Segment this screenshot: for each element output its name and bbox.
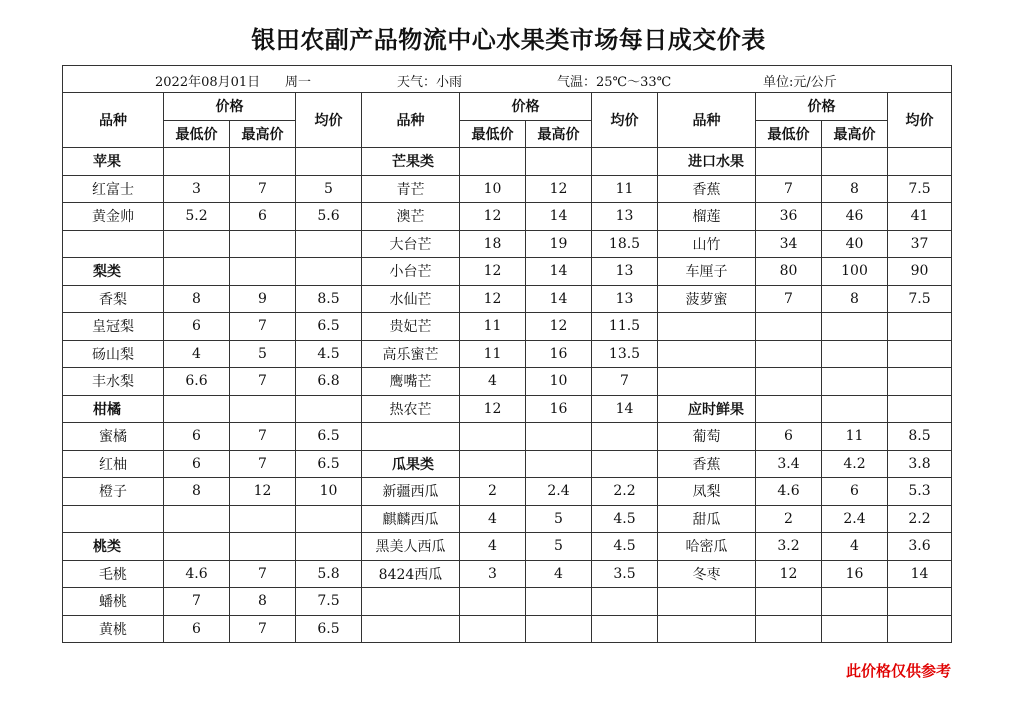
category-cell: 应时鲜果 [658,395,756,423]
min-price-cell [756,148,822,176]
min-price-cell: 4 [460,505,526,533]
variety-cell: 青芒 [362,175,460,203]
variety-cell: 黄桃 [63,615,164,643]
min-price-cell: 4 [460,368,526,396]
variety-cell [362,423,460,451]
avg-price-cell: 11 [592,175,658,203]
min-price-cell: 34 [756,230,822,258]
variety-cell: 蜜橘 [63,423,164,451]
avg-price-cell [296,395,362,423]
header-min: 最低价 [756,120,822,148]
table-row [63,505,952,533]
avg-price-cell: 7 [592,368,658,396]
variety-cell: 山竹 [658,230,756,258]
table-row [63,615,952,643]
max-price-cell: 7 [230,368,296,396]
min-price-cell: 12 [460,285,526,313]
variety-cell: 砀山梨 [63,340,164,368]
max-price-cell [822,148,888,176]
max-price-cell: 11 [822,423,888,451]
avg-price-cell [296,148,362,176]
min-price-cell: 4.6 [756,478,822,506]
min-price-cell: 5.2 [164,203,230,231]
max-price-cell [230,258,296,286]
variety-cell: 新疆西瓜 [362,478,460,506]
max-price-cell: 7 [230,560,296,588]
min-price-cell [756,340,822,368]
header-max: 最高价 [526,120,592,148]
avg-price-cell: 2.2 [592,478,658,506]
table-row [63,230,952,258]
max-price-cell [230,533,296,561]
header-avg: 均价 [296,93,362,148]
table-row [63,533,952,561]
max-price-cell: 5 [526,533,592,561]
avg-price-cell: 14 [888,560,952,588]
max-price-cell: 8 [230,588,296,616]
max-price-cell [526,148,592,176]
min-price-cell [460,588,526,616]
max-price-cell: 4.2 [822,450,888,478]
max-price-cell: 7 [230,313,296,341]
weekday-text: 周一 [285,75,312,90]
max-price-cell: 7 [230,615,296,643]
min-price-cell [164,258,230,286]
variety-cell [658,368,756,396]
max-price-cell [822,395,888,423]
min-price-cell [164,395,230,423]
avg-price-cell [888,340,952,368]
max-price-cell [822,368,888,396]
variety-cell: 凤梨 [658,478,756,506]
min-price-cell: 7 [756,285,822,313]
variety-cell [658,340,756,368]
variety-cell: 橙子 [63,478,164,506]
min-price-cell: 4 [164,340,230,368]
max-price-cell [230,505,296,533]
max-price-cell [230,395,296,423]
avg-price-cell: 10 [296,478,362,506]
max-price-cell [230,230,296,258]
header-avg: 均价 [888,93,952,148]
header-variety: 品种 [362,93,460,148]
avg-price-cell: 6.5 [296,423,362,451]
table-row [63,285,952,313]
max-price-cell: 19 [526,230,592,258]
category-cell: 柑橘 [63,395,164,423]
max-price-cell: 2.4 [822,505,888,533]
min-price-cell: 80 [756,258,822,286]
avg-price-cell: 3.6 [888,533,952,561]
avg-price-cell: 6.5 [296,450,362,478]
price-table [62,65,952,643]
min-price-cell: 2 [460,478,526,506]
min-price-cell [756,588,822,616]
max-price-cell: 5 [230,340,296,368]
min-price-cell [164,533,230,561]
page-title: 银田农副产品物流中心水果类市场每日成交价表 [251,26,766,54]
min-price-cell: 11 [460,340,526,368]
avg-price-cell: 7.5 [296,588,362,616]
min-price-cell: 6.6 [164,368,230,396]
variety-cell: 车厘子 [658,258,756,286]
avg-price-cell [296,505,362,533]
max-price-cell [230,148,296,176]
min-price-cell: 2 [756,505,822,533]
min-price-cell [756,395,822,423]
table-row [63,560,952,588]
max-price-cell [526,588,592,616]
max-price-cell: 6 [822,478,888,506]
max-price-cell: 16 [526,395,592,423]
variety-cell: 冬枣 [658,560,756,588]
variety-cell [63,505,164,533]
avg-price-cell [888,368,952,396]
avg-price-cell: 13 [592,203,658,231]
header-max: 最高价 [230,120,296,148]
header-variety: 品种 [63,93,164,148]
table-body [63,148,952,643]
min-price-cell: 8 [164,285,230,313]
max-price-cell: 14 [526,285,592,313]
avg-price-cell: 14 [592,395,658,423]
variety-cell: 鹰嘴芒 [362,368,460,396]
max-price-cell: 8 [822,175,888,203]
max-price-cell: 8 [822,285,888,313]
variety-cell [362,615,460,643]
variety-cell: 葡萄 [658,423,756,451]
variety-cell: 香蕉 [658,175,756,203]
avg-price-cell: 4.5 [592,505,658,533]
avg-price-cell: 90 [888,258,952,286]
variety-cell: 水仙芒 [362,285,460,313]
variety-cell: 丰水梨 [63,368,164,396]
avg-price-cell [592,615,658,643]
category-cell: 芒果类 [362,148,460,176]
variety-cell: 香蕉 [658,450,756,478]
avg-price-cell: 13.5 [592,340,658,368]
temperature-text: 气温：25℃～33℃ [557,75,672,90]
min-price-cell: 18 [460,230,526,258]
min-price-cell [756,313,822,341]
variety-cell: 蟠桃 [63,588,164,616]
avg-price-cell: 11.5 [592,313,658,341]
info-row [63,66,952,93]
variety-cell: 澳芒 [362,203,460,231]
avg-price-cell [888,148,952,176]
table-row [63,313,952,341]
min-price-cell [460,615,526,643]
max-price-cell [526,615,592,643]
min-price-cell: 7 [164,588,230,616]
avg-price-cell [592,450,658,478]
max-price-cell: 40 [822,230,888,258]
max-price-cell [822,588,888,616]
avg-price-cell [592,588,658,616]
avg-price-cell: 4.5 [296,340,362,368]
weather-text: 天气：小雨 [397,75,463,90]
avg-price-cell: 3.8 [888,450,952,478]
min-price-cell: 3.4 [756,450,822,478]
avg-price-cell: 4.5 [592,533,658,561]
avg-price-cell: 8.5 [296,285,362,313]
avg-price-cell [296,533,362,561]
table-row [63,203,952,231]
max-price-cell: 14 [526,203,592,231]
max-price-cell [526,423,592,451]
avg-price-cell: 37 [888,230,952,258]
category-cell: 进口水果 [658,148,756,176]
min-price-cell: 3 [460,560,526,588]
header-min: 最低价 [164,120,230,148]
min-price-cell [164,505,230,533]
max-price-cell: 100 [822,258,888,286]
header-price: 价格 [460,93,592,121]
avg-price-cell: 7.5 [888,175,952,203]
avg-price-cell: 6.5 [296,615,362,643]
max-price-cell: 7 [230,423,296,451]
min-price-cell: 8 [164,478,230,506]
avg-price-cell: 2.2 [888,505,952,533]
variety-cell: 高乐蜜芒 [362,340,460,368]
header-max: 最高价 [822,120,888,148]
min-price-cell: 12 [460,203,526,231]
table-row [63,175,952,203]
max-price-cell [822,615,888,643]
variety-cell: 香梨 [63,285,164,313]
max-price-cell [822,313,888,341]
max-price-cell: 10 [526,368,592,396]
max-price-cell: 7 [230,175,296,203]
avg-price-cell [592,148,658,176]
max-price-cell: 4 [526,560,592,588]
category-cell: 梨类 [63,258,164,286]
min-price-cell: 12 [460,258,526,286]
variety-cell: 甜瓜 [658,505,756,533]
table-row [63,588,952,616]
min-price-cell: 12 [460,395,526,423]
avg-price-cell: 18.5 [592,230,658,258]
max-price-cell: 16 [822,560,888,588]
avg-price-cell: 5.6 [296,203,362,231]
variety-cell: 毛桃 [63,560,164,588]
variety-cell: 热农芒 [362,395,460,423]
min-price-cell [756,615,822,643]
variety-cell: 麒麟西瓜 [362,505,460,533]
min-price-cell: 4.6 [164,560,230,588]
max-price-cell: 12 [526,175,592,203]
header-min: 最低价 [460,120,526,148]
min-price-cell: 10 [460,175,526,203]
avg-price-cell [888,395,952,423]
min-price-cell: 6 [756,423,822,451]
variety-cell [63,230,164,258]
min-price-cell [164,148,230,176]
table-row [63,395,952,423]
avg-price-cell: 5 [296,175,362,203]
avg-price-cell [296,258,362,286]
min-price-cell: 7 [756,175,822,203]
min-price-cell [756,368,822,396]
avg-price-cell: 6.5 [296,313,362,341]
table-row [63,368,952,396]
unit-text: 单位:元/公斤 [763,75,837,90]
min-price-cell: 36 [756,203,822,231]
variety-cell [658,615,756,643]
header-avg: 均价 [592,93,658,148]
variety-cell [658,313,756,341]
date-text: 2022年08月01日 [155,75,261,90]
disclaimer-note: 此价格仅供参考 [845,662,951,680]
category-cell: 苹果 [63,148,164,176]
avg-price-cell: 7.5 [888,285,952,313]
variety-cell: 哈密瓜 [658,533,756,561]
header-variety: 品种 [658,93,756,148]
max-price-cell: 16 [526,340,592,368]
variety-cell: 8424西瓜 [362,560,460,588]
min-price-cell: 3.2 [756,533,822,561]
max-price-cell: 9 [230,285,296,313]
max-price-cell: 46 [822,203,888,231]
variety-cell: 黄金帅 [63,203,164,231]
min-price-cell [164,230,230,258]
max-price-cell: 12 [526,313,592,341]
max-price-cell [526,450,592,478]
min-price-cell: 6 [164,313,230,341]
max-price-cell: 6 [230,203,296,231]
avg-price-cell: 41 [888,203,952,231]
min-price-cell: 6 [164,615,230,643]
min-price-cell: 4 [460,533,526,561]
min-price-cell: 3 [164,175,230,203]
category-cell: 瓜果类 [362,450,460,478]
min-price-cell [460,450,526,478]
header-row-1 [63,93,952,121]
min-price-cell: 6 [164,423,230,451]
header-price: 价格 [164,93,296,121]
header-price: 价格 [756,93,888,121]
max-price-cell: 4 [822,533,888,561]
variety-cell: 红柚 [63,450,164,478]
table-row [63,148,952,176]
variety-cell [658,588,756,616]
max-price-cell: 7 [230,450,296,478]
avg-price-cell: 6.8 [296,368,362,396]
avg-price-cell: 13 [592,258,658,286]
table-row [63,478,952,506]
variety-cell [362,588,460,616]
min-price-cell: 12 [756,560,822,588]
avg-price-cell: 5.3 [888,478,952,506]
category-cell: 桃类 [63,533,164,561]
variety-cell: 红富士 [63,175,164,203]
max-price-cell: 2.4 [526,478,592,506]
avg-price-cell [888,615,952,643]
table-row [63,340,952,368]
variety-cell: 皇冠梨 [63,313,164,341]
table-row [63,450,952,478]
min-price-cell: 11 [460,313,526,341]
max-price-cell: 14 [526,258,592,286]
variety-cell: 大台芒 [362,230,460,258]
avg-price-cell [888,588,952,616]
variety-cell: 菠萝蜜 [658,285,756,313]
avg-price-cell [592,423,658,451]
variety-cell: 黑美人西瓜 [362,533,460,561]
min-price-cell [460,148,526,176]
table-row [63,258,952,286]
avg-price-cell: 3.5 [592,560,658,588]
table-row [63,423,952,451]
variety-cell: 贵妃芒 [362,313,460,341]
header-row-2 [63,120,952,148]
avg-price-cell: 8.5 [888,423,952,451]
avg-price-cell [888,313,952,341]
min-price-cell: 6 [164,450,230,478]
min-price-cell [460,423,526,451]
max-price-cell: 5 [526,505,592,533]
avg-price-cell: 13 [592,285,658,313]
avg-price-cell [296,230,362,258]
avg-price-cell: 5.8 [296,560,362,588]
variety-cell: 小台芒 [362,258,460,286]
max-price-cell: 12 [230,478,296,506]
max-price-cell [822,340,888,368]
variety-cell: 榴莲 [658,203,756,231]
